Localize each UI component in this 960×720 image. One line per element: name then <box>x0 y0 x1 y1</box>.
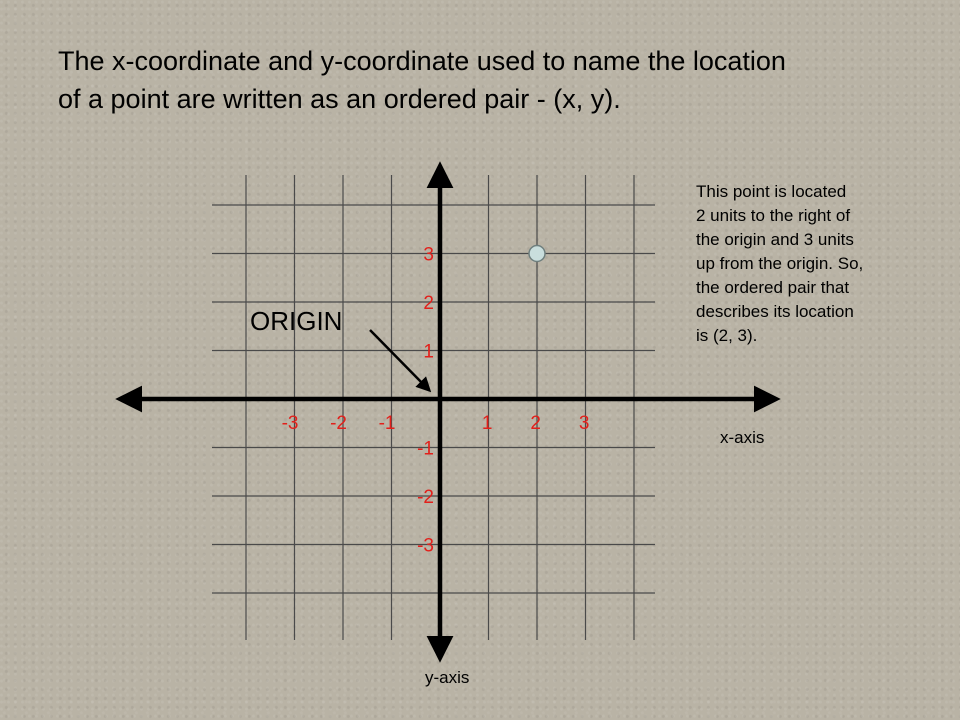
x-tick-label: -3 <box>281 413 299 434</box>
x-tick-label: 1 <box>481 413 493 434</box>
origin-pointer-arrow <box>370 330 427 388</box>
x-axis-label: x-axis <box>720 428 765 447</box>
x-tick-label: 2 <box>530 413 541 434</box>
x-tick-labels <box>282 413 590 434</box>
title-line-1: The x-coordinate and y-coordinate used to name the location <box>58 46 786 76</box>
explanation-line: describes its location <box>696 302 854 321</box>
explanation-line: the ordered pair that <box>696 278 850 297</box>
explanation-line: 2 units to the right of <box>696 206 851 225</box>
x-tick-label: -2 <box>330 413 347 434</box>
y-tick-label: -1 <box>417 438 434 460</box>
origin-label: ORIGIN <box>250 306 343 336</box>
explanation-text <box>696 180 951 348</box>
plotted-point <box>529 246 545 262</box>
explanation-line: the origin and 3 units <box>696 230 854 249</box>
explanation-line: up from the origin. So, <box>696 254 864 273</box>
y-tick-label: 2 <box>423 293 434 314</box>
x-tick-label: -1 <box>378 413 396 434</box>
title-line-2: of a point are written as an ordered pair - (x, y). <box>58 84 621 114</box>
explanation-line: is (2, 3). <box>696 326 758 345</box>
y-tick-label: 3 <box>423 244 434 266</box>
y-tick-label: -3 <box>417 535 434 557</box>
explanation-line: This point is located <box>696 182 847 201</box>
x-tick-label: 3 <box>578 413 590 434</box>
plotted-points <box>529 246 545 262</box>
y-axis-label: y-axis <box>425 668 470 687</box>
y-tick-label: -2 <box>417 487 434 508</box>
y-tick-label: 1 <box>423 341 434 363</box>
